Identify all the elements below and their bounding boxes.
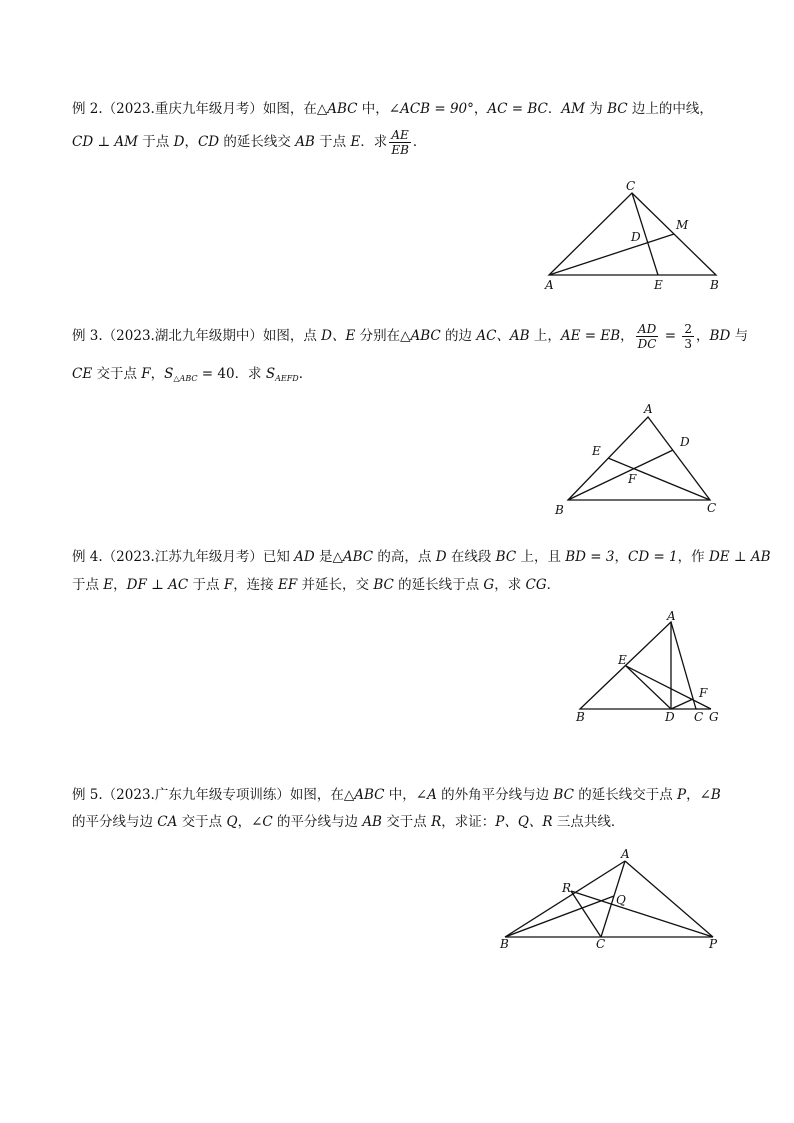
ex3-area-symbol: S	[164, 366, 174, 382]
ex3-text: 例 3.（2023.湖北九年级期中）如图，点	[72, 328, 322, 344]
ex4-point: E	[103, 577, 114, 593]
ex4-equation: BD = 3	[565, 549, 615, 565]
ex5-segment: CA	[157, 814, 178, 830]
ex2-figure	[540, 176, 730, 296]
ex4-line-df	[671, 699, 693, 709]
ex3-text: 与	[730, 328, 749, 344]
ex2-label-b: B	[710, 278, 719, 292]
ex4-figure	[570, 606, 730, 728]
ex4-point: D	[435, 549, 447, 565]
ex2-line2	[72, 128, 426, 157]
ex4-label-d: D	[665, 710, 675, 724]
ex3-label-e: E	[592, 444, 601, 458]
ex5-triangle: △ABC	[343, 787, 385, 803]
ex4-label-e: E	[618, 653, 627, 667]
ex3-label-a: A	[644, 402, 653, 416]
ex4-text: 是	[314, 549, 333, 565]
ex4-label-f: F	[699, 686, 708, 700]
fraction-numerator: AE	[389, 128, 411, 143]
ex3-area-subscript: AEFD	[275, 374, 299, 383]
ex3-text: ，	[620, 328, 634, 344]
ex2-line1	[72, 97, 713, 117]
ex5-angle: ∠B	[699, 787, 721, 803]
ex3-text: ．	[298, 366, 313, 382]
ex3-text: 分别在	[355, 328, 401, 344]
ex2-segment: CD	[197, 134, 220, 150]
ex5-points: P、Q、R	[495, 814, 553, 830]
ex3-area-subscript: △ABC	[173, 374, 198, 383]
ex3-point: F	[141, 366, 151, 382]
ex4-text: 的延长线于点	[393, 577, 484, 593]
ex3-sides: AC、AB	[476, 328, 530, 344]
ex4-text: 的高，点	[373, 549, 436, 565]
ex3-triangle-abc	[568, 417, 710, 500]
ex3-segment: BD	[709, 328, 731, 344]
ex4-text: ，	[614, 549, 628, 565]
ex5-line2	[72, 810, 624, 830]
ex4-triangle-abc	[580, 622, 696, 709]
ex3-fraction-ratio	[682, 322, 694, 351]
ex2-point: D	[173, 134, 185, 150]
ex4-text: 在线段	[446, 549, 496, 565]
ex4-line1	[72, 545, 771, 565]
ex5-label-r: R	[562, 881, 572, 895]
ex2-text: ．	[412, 134, 427, 150]
ex5-external-bisector-ap	[625, 861, 713, 937]
ex5-angle: ∠C	[251, 814, 273, 830]
fraction-denominator: DC	[637, 337, 657, 351]
ex5-text: 例 5.（2023.广东九年级专项训练）如图，在	[72, 787, 344, 803]
ex4-text: ．	[546, 577, 561, 593]
ex5-text: 的外角平分线与边	[436, 787, 554, 803]
ex4-triangle: △ABC	[332, 549, 374, 565]
ex4-segment: BC	[373, 577, 394, 593]
ex3-text: 上，	[529, 328, 561, 344]
ex2-segment: AM	[561, 101, 585, 117]
ex4-label-c: C	[694, 710, 704, 724]
ex2-text: ，	[184, 134, 198, 150]
ex3-area-symbol: S	[265, 366, 276, 382]
ex2-segment: AB	[295, 134, 315, 150]
ex2-text: 于点	[314, 134, 351, 150]
ex3-figure	[550, 400, 730, 520]
ex2-text: 的延长线交	[219, 134, 296, 150]
ex5-label-b: B	[500, 937, 509, 951]
ex4-text: 例 4.（2023.江苏九年级月考）已知	[72, 549, 295, 565]
ex3-text: 的边	[440, 328, 477, 344]
ex4-text: 于点	[72, 577, 104, 593]
ex2-label-c: C	[626, 179, 636, 193]
ex2-perpendicular: CD ⊥ AM	[72, 134, 139, 150]
ex4-perpendicular: DE ⊥ AB	[708, 549, 771, 565]
ex4-equation: CD = 1	[628, 549, 678, 565]
ex4-point: F	[223, 577, 234, 593]
ex4-perpendicular: DF ⊥ AC	[126, 577, 189, 593]
ex4-text: 于点	[188, 577, 224, 593]
ex5-text: 的平分线与边	[272, 814, 363, 830]
ex5-collinear-line-rqp	[571, 891, 713, 937]
ex3-text: 交于点	[92, 366, 142, 382]
ex5-label-q: Q	[616, 893, 626, 907]
ex3-text: ．求	[234, 366, 266, 382]
ex2-equation: AC = BC	[487, 101, 548, 117]
ex5-point: Q	[226, 814, 238, 830]
fraction-denominator: EB	[391, 143, 409, 157]
ex2-label-m: M	[676, 218, 689, 232]
ex3-points: D、E	[321, 328, 356, 344]
ex2-triangle: △ABC	[316, 101, 358, 117]
ex5-text: 交于点	[177, 814, 227, 830]
fraction-numerator: AD	[636, 322, 659, 337]
ex4-point: G	[483, 577, 495, 593]
ex3-area-value: = 40	[197, 366, 235, 382]
ex5-figure	[495, 845, 730, 955]
ex3-segment: CE	[72, 366, 93, 382]
ex5-text: ，求证：	[441, 814, 496, 830]
ex5-text: ，	[237, 814, 252, 830]
ex4-segment: CG	[525, 577, 547, 593]
ex2-label-e: E	[654, 278, 663, 292]
ex3-equation: AE = EB	[560, 328, 621, 344]
ex3-text: ，	[150, 366, 165, 382]
ex5-label-c: C	[596, 937, 606, 951]
ex2-text: ，	[473, 101, 488, 117]
ex4-text: ，作	[677, 549, 709, 565]
ex5-text: 的延长线交于点	[573, 787, 678, 803]
ex5-text: 中，	[384, 787, 416, 803]
ex4-line2	[72, 573, 560, 593]
ex4-line-de	[626, 666, 671, 709]
ex3-line-bd	[568, 450, 673, 500]
ex5-point: P	[677, 787, 687, 803]
ex2-segment: BC	[607, 101, 628, 117]
ex5-point: R	[431, 814, 442, 830]
ex5-line1	[72, 783, 721, 803]
ex5-label-p: P	[709, 937, 718, 951]
ex4-text: ，求	[494, 577, 526, 593]
ex3-label-f: F	[628, 472, 637, 486]
ex3-text: ，	[696, 328, 710, 344]
ex4-segment: AD	[294, 549, 315, 565]
ex2-angle: ∠ACB = 90°	[388, 101, 474, 117]
ex4-segment: EF	[277, 577, 298, 593]
ex2-point: E	[350, 134, 361, 150]
ex5-angle: ∠A	[415, 787, 437, 803]
ex4-text: ，连接	[233, 577, 278, 593]
ex2-text: ．	[547, 101, 562, 117]
ex3-label-c: C	[707, 501, 717, 515]
ex3-line1	[72, 322, 748, 351]
ex2-text: ．求	[360, 134, 388, 150]
ex4-label-a: A	[667, 609, 676, 623]
fraction-numerator: 2	[684, 322, 693, 336]
ex3-label-d: D	[680, 435, 690, 449]
ex5-segment: AB	[362, 814, 382, 830]
ex5-text: ，	[686, 787, 700, 803]
ex4-label-g: G	[709, 710, 719, 724]
ex4-segment: BC	[495, 549, 517, 565]
ex3-line2	[72, 362, 312, 383]
ex3-fraction-ad-dc	[636, 322, 659, 351]
ex5-text: 交于点	[381, 814, 432, 830]
ex2-text: 为	[584, 101, 608, 117]
ex2-median-am	[549, 234, 674, 275]
ex5-text: 的平分线与边	[72, 814, 158, 830]
ex5-label-a: A	[621, 847, 630, 861]
ex5-text: 三点共线．	[552, 814, 625, 830]
ex4-text: 并延长，交	[297, 577, 374, 593]
ex2-text: 边上的中线，	[627, 101, 713, 117]
ex2-text: 中，	[357, 101, 389, 117]
ex5-bisector-cr	[571, 891, 601, 937]
ex4-label-b: B	[576, 710, 585, 724]
fraction-denominator: 3	[684, 337, 693, 351]
ex2-label-d: D	[631, 230, 641, 244]
ex2-text: 例 2.（2023.重庆九年级月考）如图，在	[72, 101, 317, 117]
ex2-text: 于点	[138, 134, 174, 150]
ex4-text: ，	[113, 577, 127, 593]
ex3-label-b: B	[555, 503, 564, 517]
ex2-fraction	[389, 128, 411, 157]
ex3-triangle: △ABC	[400, 328, 441, 344]
ex3-text: =	[660, 328, 681, 344]
ex4-text: 上，且	[516, 549, 566, 565]
ex2-label-a: A	[545, 278, 554, 292]
ex5-segment: BC	[553, 787, 574, 803]
